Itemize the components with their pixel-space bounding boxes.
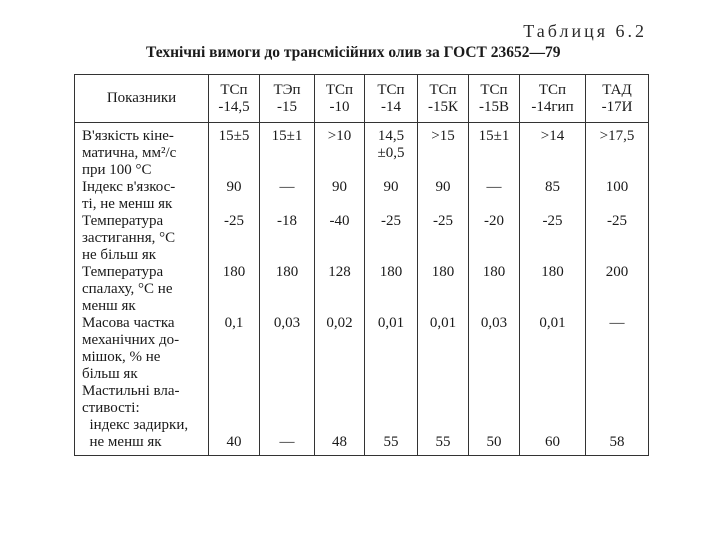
table-cell: 48	[332, 434, 347, 450]
table-cell: 60	[545, 434, 560, 450]
table-cell: 0,01	[539, 315, 566, 331]
header-col-tep-15: ТЭп -15	[260, 75, 315, 123]
table-cell: 0,01	[377, 315, 405, 331]
table-cell: 0,03	[480, 315, 508, 331]
table-cell: 90	[226, 179, 242, 195]
table-cell: 200	[605, 264, 629, 280]
table-cell: 90	[383, 179, 399, 195]
table-cell: -40	[329, 213, 350, 229]
table-cell: 0,1	[224, 315, 244, 331]
table-cell: 0,03	[273, 315, 301, 331]
requirements-table	[74, 74, 649, 456]
table-cell: >10	[327, 128, 352, 144]
table-row-flash-point	[75, 264, 649, 315]
table-cell: 100	[605, 179, 629, 195]
table-cell: -25	[224, 213, 244, 229]
table-cell: -25	[542, 213, 563, 229]
table-cell: —	[279, 179, 295, 195]
table-cell: 15±1	[271, 128, 303, 144]
table-cell: -25	[607, 213, 627, 229]
header-row	[75, 75, 649, 123]
row-label: Мастильні вла- стивості: індекс задирки, не менш як	[82, 383, 189, 450]
row-label: Температура застигання, °С не більш як	[82, 213, 176, 263]
table-cell: -25	[433, 213, 453, 229]
table-cell: 90	[435, 179, 451, 195]
table-cell: 55	[383, 434, 399, 450]
table-row-viscosity-index	[75, 179, 649, 213]
header-col-tsp-14-5: ТСп -14,5	[209, 75, 260, 123]
table-cell: 90	[332, 179, 347, 195]
table-cell: 55	[435, 434, 451, 450]
table-cell: 0,01	[429, 315, 457, 331]
table-cell: —	[279, 434, 295, 450]
table-cell: 180	[541, 264, 564, 280]
table-cell: 40	[226, 434, 242, 450]
row-label: Масова частка механічних до- мішок, % не більш як	[82, 315, 180, 382]
header-col-tsp-14: ТСп -14	[365, 75, 418, 123]
table-cell: -18	[277, 213, 297, 229]
row-label: В'язкість кіне- матична, мм²/с при 100 °С	[82, 128, 177, 178]
table-cell: >17,5	[599, 128, 635, 144]
table-row-mechanical-impurities	[75, 315, 649, 383]
table-cell: 180	[431, 264, 455, 280]
table-cell: -20	[484, 213, 504, 229]
table-title: Технічні вимоги до трансмісійних олив за ГОСТ 23652—79	[146, 44, 561, 61]
table-number: Таблиця 6.2	[523, 21, 647, 41]
header-col-tsp-15k: ТСп -15К	[418, 75, 469, 123]
table-cell: 85	[545, 179, 560, 195]
header-col-tsp-15v: ТСп -15В	[469, 75, 520, 123]
row-label: Температура спалаху, °С не менш як	[82, 264, 173, 314]
table-cell: 0,02	[326, 315, 353, 331]
header-col-tsp-14gip: ТСп -14гип	[520, 75, 586, 123]
table-cell: 180	[379, 264, 403, 280]
table-cell: 180	[482, 264, 506, 280]
table-cell: —	[609, 315, 625, 331]
table-cell: 14,5 ±0,5	[377, 128, 405, 161]
table-row-viscosity	[75, 123, 649, 180]
table-row-pour-point	[75, 213, 649, 264]
table-cell: 15±1	[478, 128, 510, 144]
table-cell: -25	[381, 213, 401, 229]
table-cell: >14	[540, 128, 565, 144]
table-cell: 180	[275, 264, 299, 280]
header-col-tad-17i: ТАД -17И	[586, 75, 649, 123]
table-cell: 128	[328, 264, 351, 280]
header-col-tsp-10: ТСп -10	[315, 75, 365, 123]
table-cell: 180	[222, 264, 246, 280]
table-cell: 58	[609, 434, 625, 450]
table-cell: 50	[486, 434, 502, 450]
table-cell: —	[486, 179, 502, 195]
header-parameter: Показники	[75, 75, 209, 123]
table-cell: >15	[431, 128, 455, 144]
table-cell: 15±5	[218, 128, 250, 144]
row-label: Індекс в'язкос- ті, не менш як	[82, 179, 176, 212]
table-row-lubricating-properties	[75, 383, 649, 456]
